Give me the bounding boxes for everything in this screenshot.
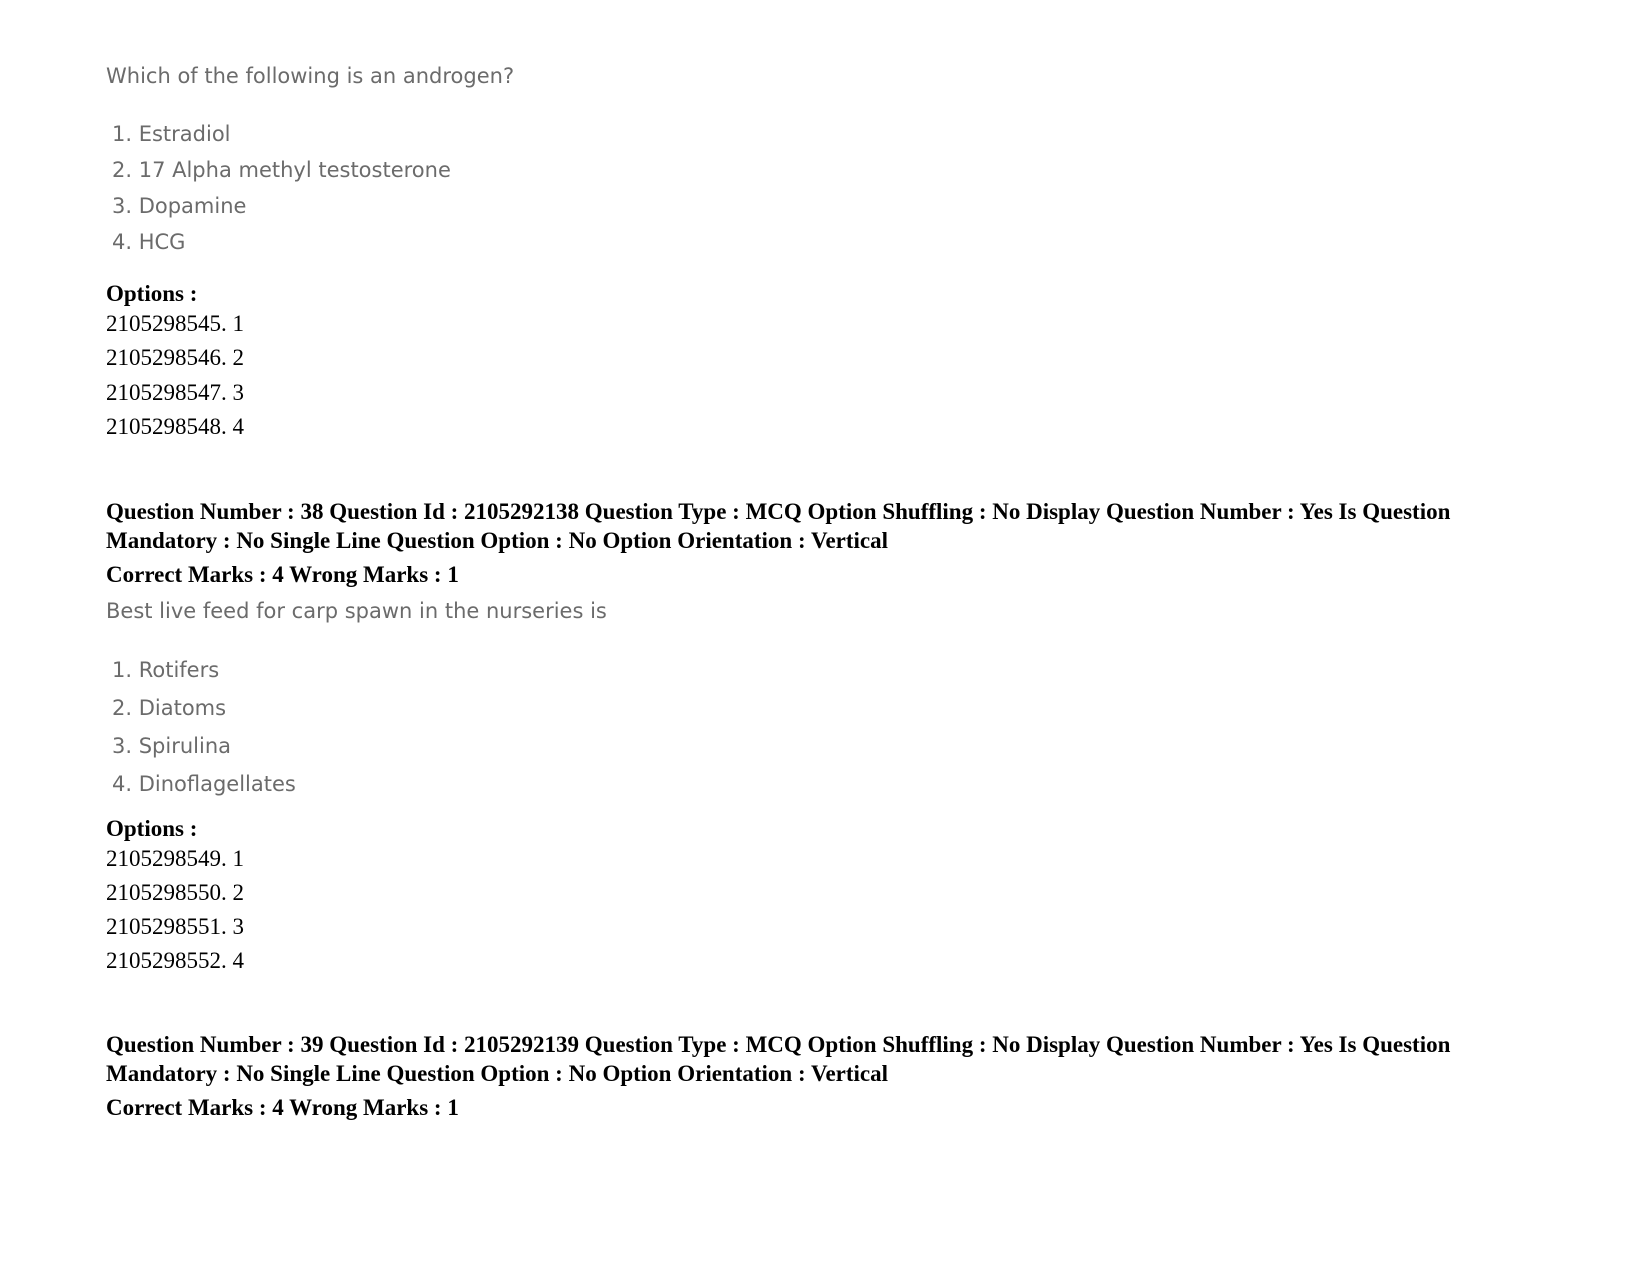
- q39-meta: Question Number : 39 Question Id : 2105292139 Question Type : MCQ Option Shuffling : No Display Question Number : Yes Is Question Mandatory : No Single Line Question Option : No Option Orientation : Vertical: [106, 1032, 1451, 1086]
- q37-options-label: Options :: [106, 281, 198, 306]
- q37-option-id-2: 2105298546. 2: [106, 345, 244, 370]
- q38-option-id-1: 2105298549. 1: [106, 846, 244, 871]
- q39-marks: Correct Marks : 4 Wrong Marks : 1: [106, 1095, 459, 1120]
- q38-image-option-2: 2. Diatoms: [112, 696, 227, 720]
- q37-image-option-2: 2. 17 Alpha methyl testosterone: [112, 158, 451, 182]
- q37-image-options: [106, 122, 1566, 272]
- q38-option-id-4: 2105298552. 4: [106, 948, 244, 973]
- q38-option-id-2: 2105298550. 2: [106, 880, 244, 905]
- q37-question-text: Which of the following is an androgen?: [106, 64, 515, 88]
- q38-image-option-3: 3. Spirulina: [112, 734, 231, 758]
- q38-option-id-3: 2105298551. 3: [106, 914, 244, 939]
- q38-options-label: Options :: [106, 816, 198, 841]
- q37-image-option-3: 3. Dopamine: [112, 194, 247, 218]
- q37-image-option-1: 1. Estradiol: [112, 122, 231, 146]
- q38-question-text: Best live feed for carp spawn in the nurseries is: [106, 599, 607, 623]
- q38-image-option-4: 4. Dinoflagellates: [112, 772, 296, 796]
- q37-option-id-1: 2105298545. 1: [106, 311, 244, 336]
- q38-meta: Question Number : 38 Question Id : 2105292138 Question Type : MCQ Option Shuffling : No Display Question Number : Yes Is Question Mandatory : No Single Line Question Option : No Option Orientation : Vertical: [106, 499, 1451, 553]
- q37-option-id-3: 2105298547. 3: [106, 380, 244, 405]
- q38-image-options: [106, 658, 1566, 808]
- q37-image-option-4: 4. HCG: [112, 230, 186, 254]
- q38-image-option-1: 1. Rotifers: [112, 658, 220, 682]
- q38-marks: Correct Marks : 4 Wrong Marks : 1: [106, 562, 459, 587]
- q37-option-id-4: 2105298548. 4: [106, 414, 244, 439]
